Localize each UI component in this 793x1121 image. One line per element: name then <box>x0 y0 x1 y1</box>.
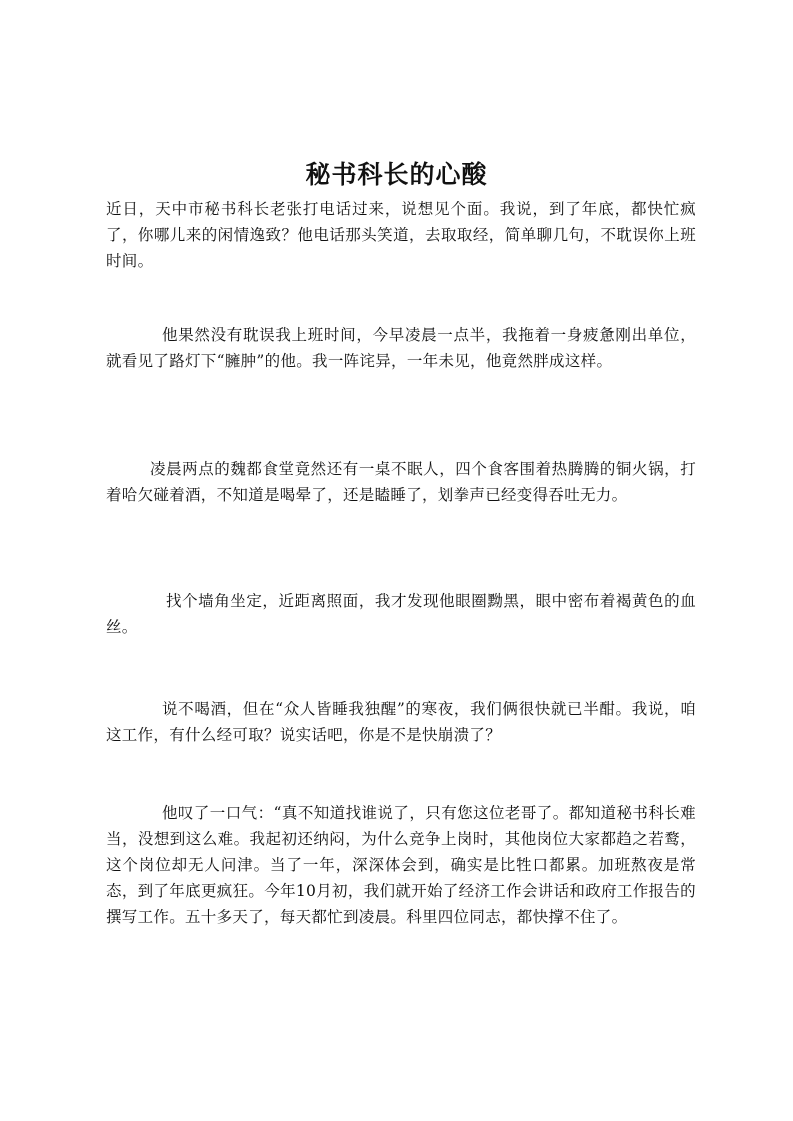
paragraph-6: 他叹了一口气：“真不知道找谁说了，只有您这位老哥了。都知道秘书科长难当，没想到这么难。我起初还纳闷，为什么竞争上岗时，其他岗位大家都趋之若鹜，这个岗位却无人问津。当了一年，深深体会到，确实是比牲口都累。加班熬夜是常态，到了年底更疯狂。今年10月初，我们就开始了经济工作会讲话和政府工作报告的撰写工作。五十多天了，每天都忙到凌晨。科里四位同志，都快撑不住了。 <box>106 804 696 926</box>
document-title: 秘书科长的心酸 <box>305 159 488 189</box>
paragraph-1: 近日，天中市秘书科长老张打电话过来，说想见个面。我说，到了年底，都快忙疯了，你哪儿来的闲情逸致？他电话那头笑道，去取取经，简单聊几句，不耽误你上班时间。 <box>106 200 696 270</box>
paragraph-2: 他果然没有耽误我上班时间，今早凌晨一点半，我拖着一身疲惫刚出单位，就看见了路灯下“臃肿”的他。我一阵诧异，一年未见，他竟然胖成这样。 <box>106 326 696 370</box>
paragraph-5: 说不喝酒，但在“众人皆睡我独醒”的寒夜，我们俩很快就已半酣。我说，咱这工作，有什么经可取？说实话吧，你是不是快崩溃了？ <box>106 700 696 744</box>
paragraph-3: 凌晨两点的魏都食堂竟然还有一桌不眠人，四个食客围着热腾腾的铜火锅，打着哈欠碰着酒，不知道是喝晕了，还是瞌睡了，划拳声已经变得吞吐无力。 <box>106 460 696 504</box>
paragraph-4: 找个墙角坐定，近距离照面，我才发现他眼圈黝黑，眼中密布着褐黄色的血丝。 <box>106 592 696 636</box>
